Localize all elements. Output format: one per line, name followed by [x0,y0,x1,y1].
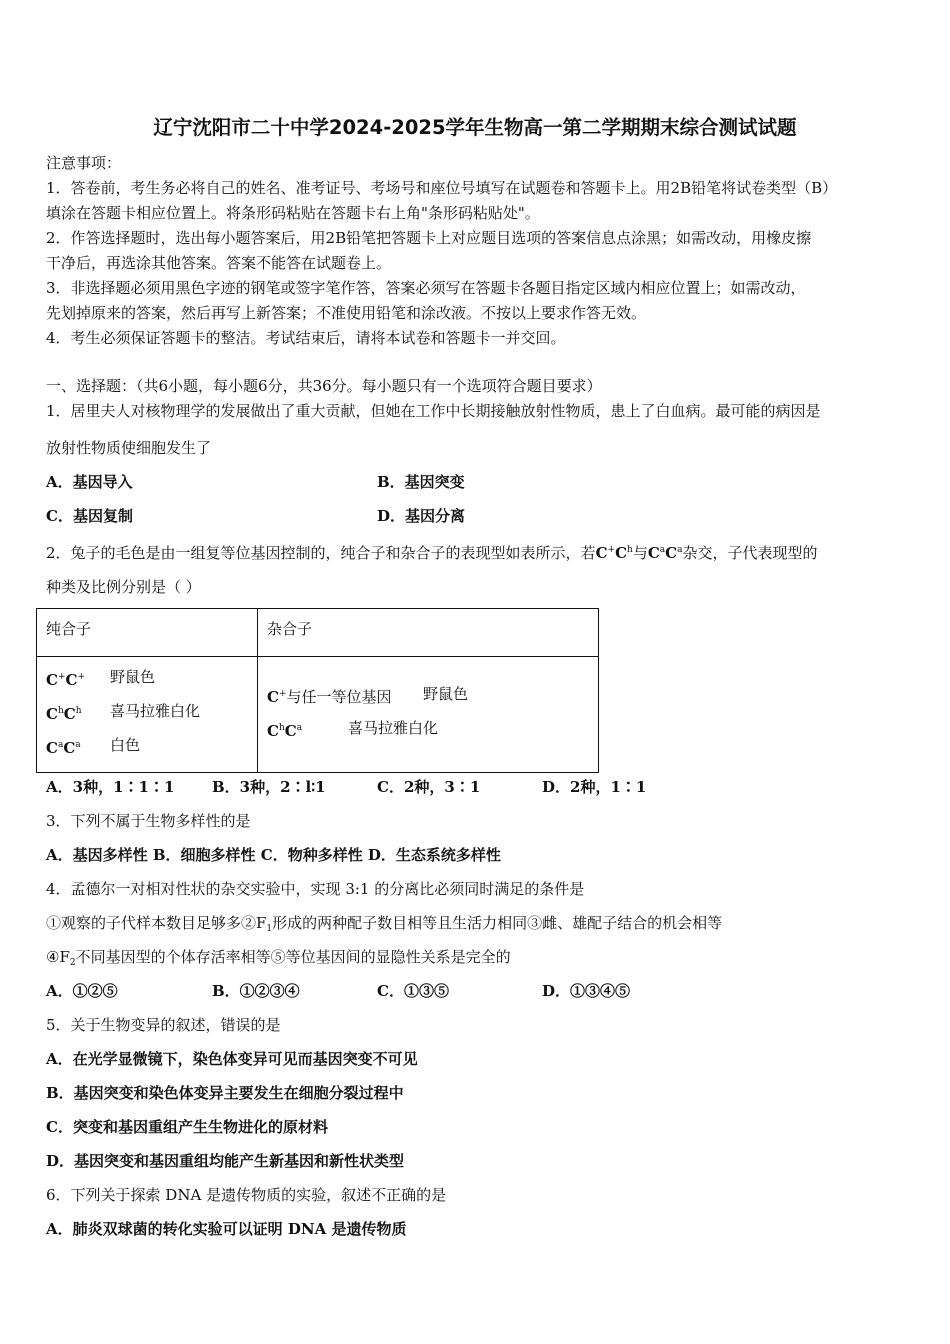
q4-conditions-line1 [46,913,722,939]
q1-stem-line2: 放射性物质使细胞发生了 [46,439,212,457]
q2-sup-plus: + [607,545,616,555]
q2-genotype-c: C [615,544,628,562]
table-header-cell [37,609,258,657]
q4-option-d-text: D．①③④⑤ [542,982,631,1000]
table-row [267,718,302,741]
q4-cond2-sub: 2 [69,958,76,968]
q5-option-c [46,1117,328,1137]
q4-option-b-text: B．①②③④ [212,982,300,1000]
notice-line: 填涂在答题卡相应位置上。将条形码粘贴在答题卡右上角"条形码粘贴处"。 [46,204,540,222]
q5-stem: 5．关于生物变异的叙述，错误的是 [46,1016,281,1034]
q1-option-d [377,506,465,526]
q4-conditions-line2 [46,947,511,973]
q4-option-a [46,981,118,1001]
table-header-homozygous: 纯合子 [46,620,92,638]
q2-and: 与 [632,544,648,562]
table-row [267,684,392,707]
section-heading: 一、选择题：（共6小题，每小题6分，共36分。每小题只有一个选项符合题目要求） [46,377,602,395]
notice-line: 3．非选择题必须用黑色字迹的钢笔或签字笔作答，答案必须写在答题卡各题目指定区域内相应位置上；如需改动， [46,279,806,297]
q1-option-b-text: B．基因突变 [377,473,465,491]
table-heterozygous-cell [258,657,599,773]
genotype-sup: + [278,689,287,699]
q6-stem: 6．下列关于探索 DNA 是遗传物质的实验，叙述不正确的是 [46,1186,447,1204]
q2-option-b [212,777,326,797]
q1-option-c [46,506,133,526]
q2-sup-a: a [659,545,666,555]
table-row [46,667,85,690]
q4-cond1-sub: 1 [266,924,273,934]
q2-stem-part1: 2．兔子的毛色是由一组复等位基因控制的，纯合子和杂合子的表现型如表所示，若 [46,544,596,562]
table-row [46,735,81,758]
q2-stem-line2: 种类及比例分别是（ ） [46,578,201,596]
q2-option-a-text: A．3种，1∶1∶1 [46,778,175,796]
genotype-letter: C [46,739,58,757]
q2-option-d [542,777,646,797]
q5-option-b [46,1083,404,1103]
q2-sup-h: h [627,545,633,555]
notice-heading: 注意事项： [46,154,122,172]
q5-option-a-text: A．在光学显微镜下，染色体变异可见而基因突变不可见 [46,1050,418,1068]
q5-option-d [46,1151,404,1171]
q5-option-a [46,1049,418,1069]
q1-option-b [377,472,465,492]
genotype-sup: a [296,723,303,733]
table-homozygous-cell [37,657,258,773]
genotype-sup: a [57,740,64,750]
q4-cond1-part1: ①观察的子代样本数目足够多②F [46,914,267,932]
q2-genotype-c: C [665,544,678,562]
q2-genotype-c: C [595,544,608,562]
q1-stem-line1: 1．居里夫人对核物理学的发展做出了重大贡献，但她在工作中长期接触放射性物质，患上了白血病。最可能的病因是 [46,402,821,420]
table-header-cell [258,609,599,657]
genotype-letter: C [46,671,58,689]
genotype-sup: + [57,672,66,682]
q5-option-c-text: C．突变和基因重组产生生物进化的原材料 [46,1118,328,1136]
q4-cond2-part2: 不同基因型的个体存活率相等⑤等位基因间的显隐性关系是完全的 [75,948,511,966]
q2-stem-part2: 杂交，子代表现型的 [682,544,818,562]
q2-option-a [46,777,174,797]
genotype-sup: h [75,706,82,716]
q4-option-c [377,981,449,1001]
q1-option-a [46,472,133,492]
q5-option-b-text: B．基因突变和染色体变异主要发生在细胞分裂过程中 [46,1084,404,1102]
q2-genotype-c: C [647,544,660,562]
q4-stem: 4．孟德尔一对相对性状的杂交实验中，实现 3:1 的分离比必须同时满足的条件是 [46,880,585,898]
q3-options [46,845,501,865]
genotype-letter: C [65,671,78,689]
phenotype-label: 喜马拉雅白化 [348,719,439,737]
q1-option-c-text: C．基因复制 [46,507,133,525]
page-title: 辽宁沈阳市二十中学2024-2025学年生物高一第二学期期末综合测试试题 [153,116,797,139]
genotype-letter: C [267,722,279,740]
phenotype-label: 白色 [110,736,141,754]
q4-option-b [212,981,300,1001]
genotype-sup: h [278,723,285,733]
q2-sup-a: a [677,545,683,555]
genotype-sup: a [75,740,81,750]
notice-line: 1．答卷前，考生务必将自己的姓名、准考证号、考场号和座位号填写在试题卷和答题卡上。用2B铅笔将试卷类型（B） [46,179,838,197]
genotype-letter: C [63,739,76,757]
table-header-heterozygous: 杂合子 [267,620,313,638]
notice-line: 先划掉原来的答案，然后再写上新答案；不准使用铅笔和涂改液。不按以上要求作答无效。 [46,304,647,322]
q6-option-a-text: A．肺炎双球菌的转化实验可以证明 DNA 是遗传物质 [46,1220,407,1238]
notice-line: 4．考生必须保证答题卡的整洁。考试结束后，请将本试卷和答题卡一并交回。 [46,329,566,347]
q4-option-d [542,981,630,1001]
genotype-letter: C [267,688,279,706]
genotype-letter: C [46,705,58,723]
table-row [46,701,82,724]
genotype-letter: C [284,722,297,740]
q1-option-a-text: A．基因导入 [46,473,133,491]
q6-option-a [46,1219,406,1239]
q2-option-b-text: B．3种，2∶l∶1 [212,778,326,796]
q4-cond2-part1: ④F [46,948,70,966]
genotype-table [36,608,599,773]
phenotype-label: 喜马拉雅白化 [110,702,201,720]
genotype-letter: C [63,705,76,723]
genotype-sup: + [77,672,85,682]
q4-option-c-text: C．①③⑤ [377,982,449,1000]
q2-option-c-text: C．2种，3∶1 [377,778,481,796]
phenotype-label: 野鼠色 [110,668,156,686]
q4-option-a-text: A．①②⑤ [46,982,118,1000]
notice-line: 干净后，再选涂其他答案。答案不能答在试题卷上。 [46,254,392,272]
q1-option-d-text: D．基因分离 [377,507,466,525]
genotype-sup: h [57,706,64,716]
q3-stem: 3．下列不属于生物多样性的是 [46,812,251,830]
notice-line: 2．作答选择题时，选出每小题答案后，用2B铅笔把答题卡上对应题目选项的答案信息点涂黑；如需改动，用橡皮擦 [46,229,812,247]
q4-cond1-part2: 形成的两种配子数目相等且生活力相同③雌、雄配子结合的机会相等 [272,914,723,932]
q2-option-d-text: D．2种，1∶1 [542,778,647,796]
phenotype-label: 野鼠色 [423,685,469,703]
q3-options-text: A．基因多样性 B．细胞多样性 C．物种多样性 D．生态系统多样性 [46,846,501,864]
q5-option-d-text: D．基因突变和基因重组均能产生新基因和新性状类型 [46,1152,405,1170]
heterozygous-text: 与任一等位基因 [286,688,392,706]
q2-option-c [377,777,480,797]
q2-stem-line1 [46,540,818,563]
